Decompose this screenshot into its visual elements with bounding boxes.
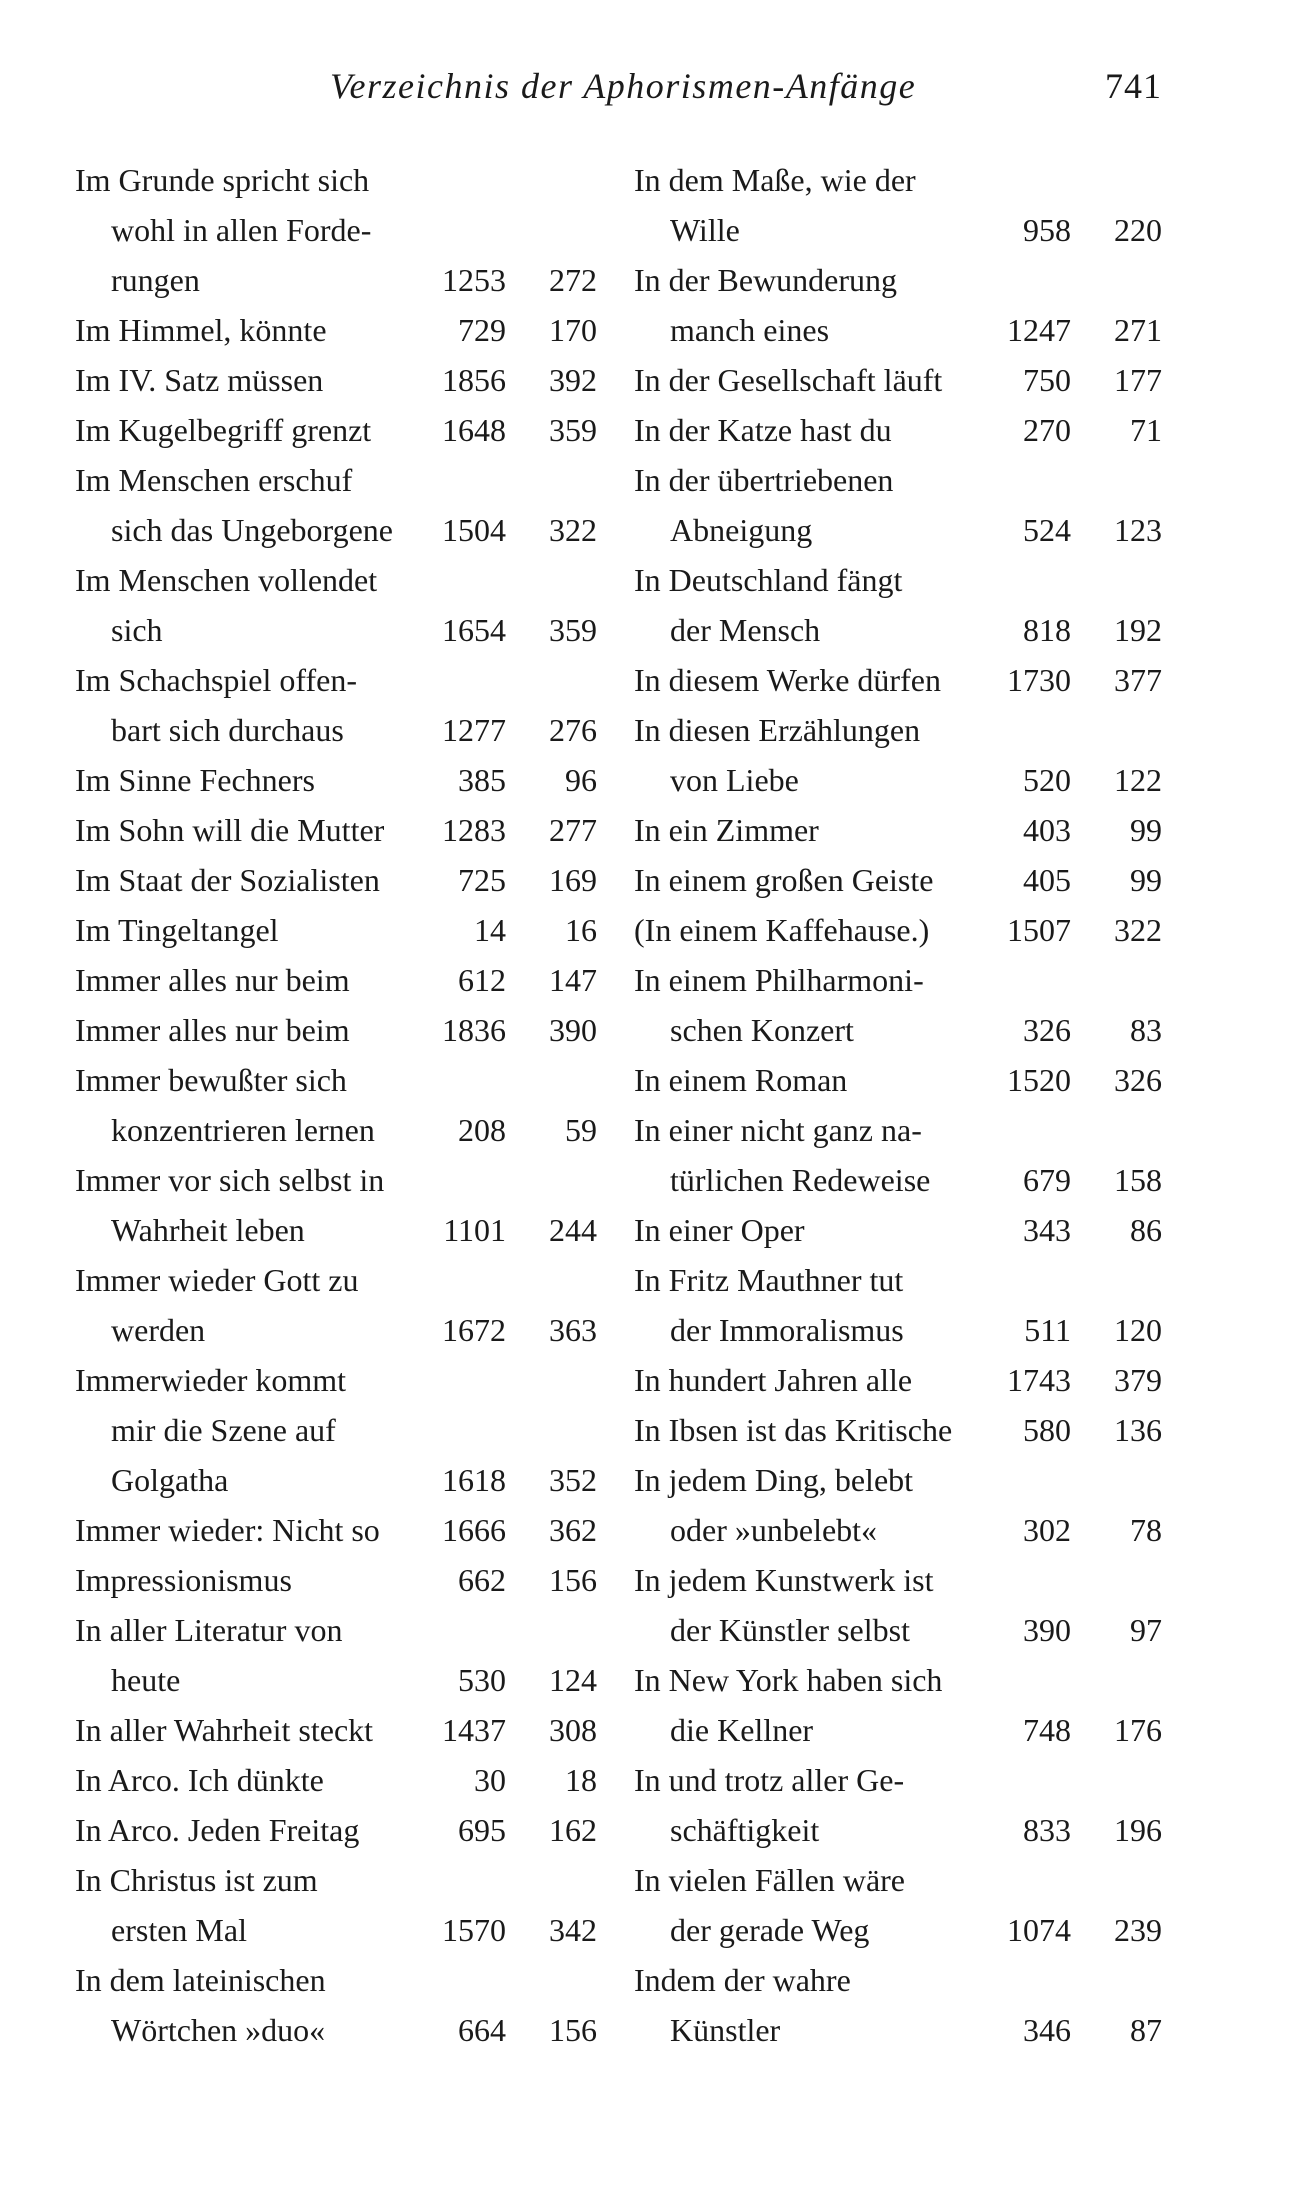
- aphorism-number: 1101: [443, 1212, 506, 1248]
- page-reference: 124: [549, 1662, 597, 1698]
- index-entry-line: [75, 505, 597, 555]
- entry-text: In jedem Kunstwerk ist: [634, 1562, 934, 1598]
- aphorism-number: 30: [474, 1762, 506, 1798]
- index-entry-line: [75, 955, 597, 1005]
- index-entry-line: [634, 1105, 1162, 1155]
- entry-text: In aller Wahrheit steckt: [75, 1712, 374, 1748]
- entry-text: In New York haben sich: [634, 1662, 943, 1698]
- page-reference: 326: [1114, 1062, 1162, 1098]
- index-entry-line: [634, 2005, 1162, 2055]
- index-entry-line: [634, 1905, 1162, 1955]
- index-entry-line: [634, 755, 1162, 805]
- entry-text: oder »unbelebt«: [670, 1512, 878, 1548]
- index-entry-line: [634, 1355, 1162, 1405]
- entry-text: Im Kugelbegriff grenzt: [75, 412, 372, 448]
- index-entry-line: [634, 655, 1162, 705]
- page-reference: 123: [1114, 512, 1162, 548]
- entry-text: von Liebe: [670, 762, 799, 798]
- index-entry-line: [634, 1455, 1162, 1505]
- page-reference: 196: [1114, 1812, 1162, 1848]
- page-reference: 192: [1114, 612, 1162, 648]
- aphorism-number: 1520: [1007, 1062, 1071, 1098]
- entry-text: In vielen Fällen wäre: [634, 1862, 905, 1898]
- index-entry-line: [634, 1855, 1162, 1905]
- aphorism-number: 390: [1023, 1612, 1071, 1648]
- index-entry-line: [75, 2005, 597, 2055]
- aphorism-number: 612: [458, 962, 506, 998]
- page-reference: 272: [549, 262, 597, 298]
- entry-text: In und trotz aller Ge-: [634, 1762, 905, 1798]
- page-reference: 271: [1114, 312, 1162, 348]
- page-reference: 239: [1114, 1912, 1162, 1948]
- entry-text: Immer bewußter sich: [75, 1062, 347, 1098]
- index-entry-line: [75, 1105, 597, 1155]
- index-entry-line: [75, 155, 597, 205]
- entry-text: Immerwieder kommt: [75, 1362, 347, 1398]
- entry-text: In einem großen Geiste: [634, 862, 934, 898]
- page-reference: 147: [549, 962, 597, 998]
- index-entry-line: [75, 1805, 597, 1855]
- index-entry-line: [634, 1605, 1162, 1655]
- entry-text: In diesem Werke dürfen: [634, 662, 941, 698]
- page-reference: 362: [549, 1512, 597, 1548]
- index-entry-line: [634, 1705, 1162, 1755]
- aphorism-number: 958: [1023, 212, 1071, 248]
- page-reference: 276: [549, 712, 597, 748]
- entry-text: schäftigkeit: [670, 1812, 820, 1848]
- page-reference: 170: [549, 312, 597, 348]
- aphorism-number: 270: [1023, 412, 1071, 448]
- entry-text: Wörtchen »duo«: [111, 2012, 326, 2048]
- index-entry-line: [634, 205, 1162, 255]
- entry-text: Im Menschen erschuf: [75, 462, 353, 498]
- entry-text: schen Konzert: [670, 1012, 854, 1048]
- index-column-left: [75, 155, 597, 2055]
- entry-text: In einer nicht ganz na-: [634, 1112, 922, 1148]
- page-reference: 122: [1114, 762, 1162, 798]
- aphorism-number: 208: [458, 1112, 506, 1148]
- aphorism-number: 679: [1023, 1162, 1071, 1198]
- aphorism-number: 1277: [442, 712, 506, 748]
- aphorism-number: 1253: [442, 262, 506, 298]
- index-entry-line: [634, 855, 1162, 905]
- index-entry-line: [75, 1155, 597, 1205]
- index-entry-line: [75, 1555, 597, 1605]
- entry-text: der Mensch: [670, 612, 821, 648]
- index-entry-line: [75, 1505, 597, 1555]
- entry-text: In Fritz Mauthner tut: [634, 1262, 904, 1298]
- entry-text: In einem Philharmoni-: [634, 962, 924, 998]
- entry-text: Im Sohn will die Mutter: [75, 812, 385, 848]
- page-reference: 359: [549, 612, 597, 648]
- entry-text: der Künstler selbst: [670, 1612, 910, 1648]
- index-entry-line: [75, 1355, 597, 1405]
- entry-text: Immer vor sich selbst in: [75, 1162, 385, 1198]
- entry-text: sich das Ungeborgene: [111, 512, 393, 548]
- entry-text: In aller Literatur von: [75, 1612, 343, 1648]
- page-reference: 156: [549, 1562, 597, 1598]
- index-entry-line: [75, 655, 597, 705]
- entry-text: Wille: [670, 212, 740, 248]
- index-entry-line: [634, 1505, 1162, 1555]
- index-entry-line: [75, 455, 597, 505]
- index-entry-line: [75, 1705, 597, 1755]
- page-reference: 352: [549, 1462, 597, 1498]
- index-entry-line: [75, 255, 597, 305]
- entry-text: Im Menschen vollendet: [75, 562, 378, 598]
- entry-text: manch eines: [670, 312, 830, 348]
- index-entry-line: [634, 455, 1162, 505]
- entry-text: Immer wieder Gott zu: [75, 1262, 359, 1298]
- entry-text: In der Bewunderung: [634, 262, 898, 298]
- index-entry-line: [634, 255, 1162, 305]
- entry-text: türlichen Redeweise: [670, 1162, 931, 1198]
- page-reference: 120: [1114, 1312, 1162, 1348]
- page-reference: 176: [1114, 1712, 1162, 1748]
- aphorism-number: 1836: [442, 1012, 506, 1048]
- entry-text: der Immoralismus: [670, 1312, 904, 1348]
- page-reference: 59: [565, 1112, 597, 1148]
- entry-text: In der übertriebenen: [634, 462, 894, 498]
- index-entry-line: [75, 355, 597, 405]
- entry-text: wohl in allen Forde-: [111, 212, 372, 248]
- entry-text: Im Tingeltangel: [75, 912, 279, 948]
- index-entry-line: [634, 1055, 1162, 1105]
- index-entry-line: [75, 1205, 597, 1255]
- entry-text: (In einem Kaffehause.): [634, 912, 930, 948]
- index-entry-line: [75, 755, 597, 805]
- entry-text: sich: [111, 612, 163, 648]
- index-entry-line: [634, 1255, 1162, 1305]
- page-reference: 342: [549, 1912, 597, 1948]
- entry-text: heute: [111, 1662, 181, 1698]
- aphorism-number: 1437: [442, 1712, 506, 1748]
- aphorism-number: 1666: [442, 1512, 506, 1548]
- entry-text: In der Gesellschaft läuft: [634, 362, 943, 398]
- aphorism-number: 750: [1023, 362, 1071, 398]
- aphorism-number: 343: [1023, 1212, 1071, 1248]
- aphorism-number: 1743: [1007, 1362, 1071, 1398]
- aphorism-number: 1672: [442, 1312, 506, 1348]
- index-entry-line: [634, 1005, 1162, 1055]
- index-entry-line: [634, 1805, 1162, 1855]
- page-reference: 322: [1114, 912, 1162, 948]
- aphorism-number: 14: [474, 912, 506, 948]
- entry-text: In hundert Jahren alle: [634, 1362, 913, 1398]
- entry-text: mir die Szene auf: [111, 1412, 336, 1448]
- page-reference: 169: [549, 862, 597, 898]
- index-entry-line: [75, 1955, 597, 2005]
- index-entry-line: [75, 1005, 597, 1055]
- aphorism-number: 346: [1023, 2012, 1071, 2048]
- entry-text: Im Sinne Fechners: [75, 762, 315, 798]
- index-entry-line: [634, 555, 1162, 605]
- entry-text: werden: [111, 1312, 206, 1348]
- entry-text: Immer alles nur beim: [75, 962, 350, 998]
- index-entry-line: [75, 605, 597, 655]
- aphorism-number: 1648: [442, 412, 506, 448]
- index-entry-line: [75, 1455, 597, 1505]
- entry-text: Künstler: [670, 2012, 781, 2048]
- index-entry-line: [634, 955, 1162, 1005]
- aphorism-number: 326: [1023, 1012, 1071, 1048]
- aphorism-number: 385: [458, 762, 506, 798]
- entry-text: bart sich durchaus: [111, 712, 344, 748]
- index-entry-line: [75, 1055, 597, 1105]
- index-entry-line: [75, 1855, 597, 1905]
- entry-text: konzentrieren lernen: [111, 1112, 375, 1148]
- index-entry-line: [75, 405, 597, 455]
- index-entry-line: [634, 355, 1162, 405]
- page-reference: 359: [549, 412, 597, 448]
- entry-text: In Ibsen ist das Kritische: [634, 1412, 953, 1448]
- aphorism-number: 1856: [442, 362, 506, 398]
- page-reference: 158: [1114, 1162, 1162, 1198]
- page-reference: 78: [1130, 1512, 1162, 1548]
- page-number: 741: [1105, 66, 1162, 106]
- entry-text: In diesen Erzählungen: [634, 712, 921, 748]
- page-reference: 244: [549, 1212, 597, 1248]
- aphorism-number: 818: [1023, 612, 1071, 648]
- index-entry-line: [75, 1255, 597, 1305]
- aphorism-number: 302: [1023, 1512, 1071, 1548]
- entry-text: Wahrheit leben: [111, 1212, 305, 1248]
- aphorism-number: 403: [1023, 812, 1071, 848]
- index-entry-line: [75, 855, 597, 905]
- entry-text: In der Katze hast du: [634, 412, 892, 448]
- entry-text: In einem Roman: [634, 1062, 848, 1098]
- index-entry-line: [634, 1655, 1162, 1705]
- aphorism-number: 725: [458, 862, 506, 898]
- entry-text: Im Grunde spricht sich: [75, 162, 370, 198]
- entry-text: Im Schachspiel offen-: [75, 662, 357, 698]
- index-entry-line: [634, 605, 1162, 655]
- aphorism-number: 695: [458, 1812, 506, 1848]
- page-reference: 392: [549, 362, 597, 398]
- page-reference: 96: [565, 762, 597, 798]
- page-reference: 136: [1114, 1412, 1162, 1448]
- entry-text: In Arco. Ich dünkte: [75, 1762, 324, 1798]
- entry-text: In dem Maße, wie der: [634, 162, 916, 198]
- page-reference: 390: [549, 1012, 597, 1048]
- page-reference: 379: [1114, 1362, 1162, 1398]
- entry-text: In einer Oper: [634, 1212, 805, 1248]
- index-entry-line: [634, 1155, 1162, 1205]
- aphorism-number: 1730: [1007, 662, 1071, 698]
- entry-text: Abneigung: [670, 512, 813, 548]
- entry-text: In Deutschland fängt: [634, 562, 903, 598]
- index-entry-line: [75, 1755, 597, 1805]
- page-reference: 322: [549, 512, 597, 548]
- aphorism-number: 1247: [1007, 312, 1071, 348]
- aphorism-number: 520: [1023, 762, 1071, 798]
- page-reference: 18: [565, 1762, 597, 1798]
- entry-text: ersten Mal: [111, 1912, 247, 1948]
- page-reference: 16: [565, 912, 597, 948]
- index-entry-line: [75, 305, 597, 355]
- aphorism-number: 1570: [442, 1912, 506, 1948]
- index-entry-line: [634, 805, 1162, 855]
- page-reference: 99: [1130, 812, 1162, 848]
- entry-text: Immer alles nur beim: [75, 1012, 350, 1048]
- entry-text: In dem lateinischen: [75, 1962, 326, 1998]
- entry-text: Immer wieder: Nicht so: [75, 1512, 380, 1548]
- index-entry-line: [75, 1605, 597, 1655]
- entry-text: Im IV. Satz müssen: [75, 362, 324, 398]
- index-entry-line: [75, 205, 597, 255]
- aphorism-number: 1504: [442, 512, 506, 548]
- index-entry-line: [634, 1205, 1162, 1255]
- index-entry-line: [634, 155, 1162, 205]
- page-reference: 363: [549, 1312, 597, 1348]
- entry-text: Im Himmel, könnte: [75, 312, 327, 348]
- index-entry-line: [634, 405, 1162, 455]
- page-reference: 220: [1114, 212, 1162, 248]
- aphorism-number: 662: [458, 1562, 506, 1598]
- aphorism-number: 1654: [442, 612, 506, 648]
- aphorism-number: 833: [1023, 1812, 1071, 1848]
- index-entry-line: [75, 1305, 597, 1355]
- index-entry-line: [75, 905, 597, 955]
- page-reference: 87: [1130, 2012, 1162, 2048]
- aphorism-number: 405: [1023, 862, 1071, 898]
- entry-text: Indem der wahre: [634, 1962, 851, 1998]
- index-entry-line: [75, 805, 597, 855]
- entry-text: In ein Zimmer: [634, 812, 819, 848]
- entry-text: der gerade Weg: [670, 1912, 870, 1948]
- aphorism-number: 748: [1023, 1712, 1071, 1748]
- entry-text: Im Staat der Sozialisten: [75, 862, 380, 898]
- index-entry-line: [634, 1555, 1162, 1605]
- index-entry-line: [634, 1305, 1162, 1355]
- index-entry-line: [75, 555, 597, 605]
- entry-text: die Kellner: [670, 1712, 814, 1748]
- aphorism-number: 1618: [442, 1462, 506, 1498]
- entry-text: rungen: [111, 262, 200, 298]
- page-reference: 71: [1130, 412, 1162, 448]
- page-reference: 308: [549, 1712, 597, 1748]
- page-reference: 156: [549, 2012, 597, 2048]
- index-entry-line: [634, 1755, 1162, 1805]
- page-reference: 377: [1114, 662, 1162, 698]
- aphorism-number: 1507: [1007, 912, 1071, 948]
- entry-text: In jedem Ding, belebt: [634, 1462, 914, 1498]
- aphorism-number: 530: [458, 1662, 506, 1698]
- entry-text: In Arco. Jeden Freitag: [75, 1812, 360, 1848]
- page-reference: 99: [1130, 862, 1162, 898]
- index-entry-line: [75, 705, 597, 755]
- index-entry-line: [75, 1405, 597, 1455]
- page-reference: 83: [1130, 1012, 1162, 1048]
- page-reference: 97: [1130, 1612, 1162, 1648]
- index-entry-line: [634, 505, 1162, 555]
- aphorism-number: 524: [1023, 512, 1071, 548]
- index-entry-line: [75, 1905, 597, 1955]
- aphorism-number: 664: [458, 2012, 506, 2048]
- entry-text: Golgatha: [111, 1462, 229, 1498]
- index-entry-line: [634, 705, 1162, 755]
- aphorism-number: 1074: [1007, 1912, 1071, 1948]
- index-entry-line: [634, 1955, 1162, 2005]
- aphorism-number: 729: [458, 312, 506, 348]
- running-header-title: Verzeichnis der Aphorismen-Anfänge: [330, 66, 917, 106]
- page-reference: 277: [549, 812, 597, 848]
- index-entry-line: [634, 305, 1162, 355]
- page-reference: 86: [1130, 1212, 1162, 1248]
- aphorism-number: 511: [1024, 1312, 1071, 1348]
- entry-text: In Christus ist zum: [75, 1862, 318, 1898]
- index-column-right: [634, 155, 1162, 2055]
- entry-text: Impressionismus: [75, 1562, 292, 1598]
- aphorism-number: 1283: [442, 812, 506, 848]
- page-reference: 177: [1114, 362, 1162, 398]
- index-entry-line: [75, 1655, 597, 1705]
- page-reference: 162: [549, 1812, 597, 1848]
- aphorism-number: 580: [1023, 1412, 1071, 1448]
- index-entry-line: [634, 1405, 1162, 1455]
- index-entry-line: [634, 905, 1162, 955]
